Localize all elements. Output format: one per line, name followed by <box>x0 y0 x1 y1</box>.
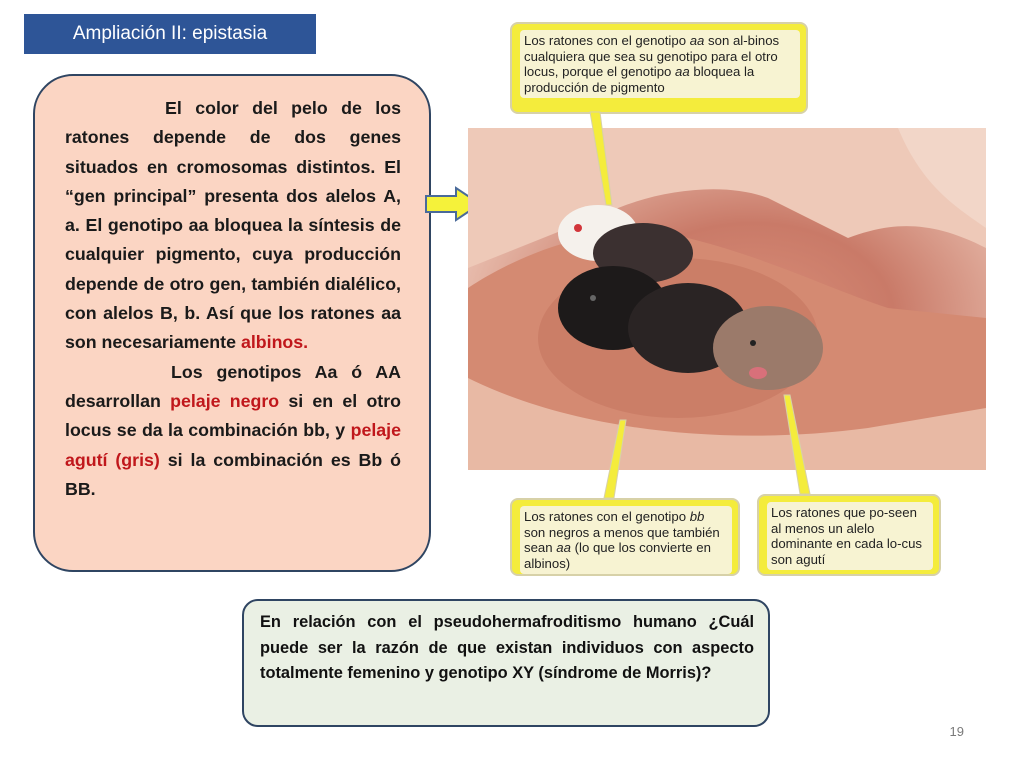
callout-black-text-1: Los ratones con el genotipo <box>524 509 687 524</box>
paragraph-2-text-a: Los genotipos Aa ó AA desarrollan <box>65 361 401 411</box>
black-fur-highlight: pelaje negro <box>170 390 280 411</box>
main-text-box <box>33 74 431 572</box>
question-box <box>242 599 770 727</box>
page-number: 19 <box>949 724 964 739</box>
callout-agouti <box>757 494 941 576</box>
mice-in-hands-photo <box>468 128 986 470</box>
callout-black <box>510 498 740 576</box>
callout-black-text-2: son negros a menos que también sean <box>524 524 720 555</box>
callout-agouti-text: Los ratones que po-seen al menos un alelo dominante en cada lo-cus son agutí <box>771 505 923 567</box>
callout-black-genotype-1: bb <box>689 509 705 524</box>
callout-albino-text-1: Los ratones con el genotipo <box>524 33 687 48</box>
albinos-highlight: albinos. <box>240 332 309 353</box>
callout-albino-text-2: son al-binos cualquiera que sea su genotipo para el otro locus, porque el genotipo <box>524 33 780 79</box>
callout-albino <box>510 22 808 114</box>
paragraph-2-text-b: si en el otro locus se da la combinación bb, y <box>65 390 402 441</box>
callout-black-text-3: (lo que los convierte en albinos) <box>524 540 711 571</box>
paragraph-2 <box>65 358 401 504</box>
callout-albino-genotype-2: aa <box>675 64 690 79</box>
callout-albino-text-3: bloquea la producción de pigmento <box>524 64 755 95</box>
paragraph-1 <box>65 94 401 358</box>
callout-black-genotype-2: aa <box>556 540 571 555</box>
slide-title: Ampliación II: epistasia <box>24 14 316 54</box>
agouti-fur-highlight: pelaje agutí (gris) <box>65 420 401 470</box>
paragraph-1-text: El color del pelo de los ratones depende de dos genes situados en cromosomas distintos. El “gen principal” presenta dos alelos A, a. El genotipo aa bloquea la síntesis de cualquier pigmento, cuya producción depende de otro gen, también dialélico, con alelos B, b. Así que los ratones aa son necesariamente <box>65 98 401 353</box>
paragraph-2-text-c: si la combinación es Bb ó BB. <box>65 449 401 499</box>
question-text: En relación con el pseudohermafroditismo humano ¿Cuál puede ser la razón de que existan individuos con aspecto totalmente femenino y genotipo XY (síndrome de Morris)? <box>260 613 754 682</box>
callout-albino-genotype-1: aa <box>689 33 705 48</box>
